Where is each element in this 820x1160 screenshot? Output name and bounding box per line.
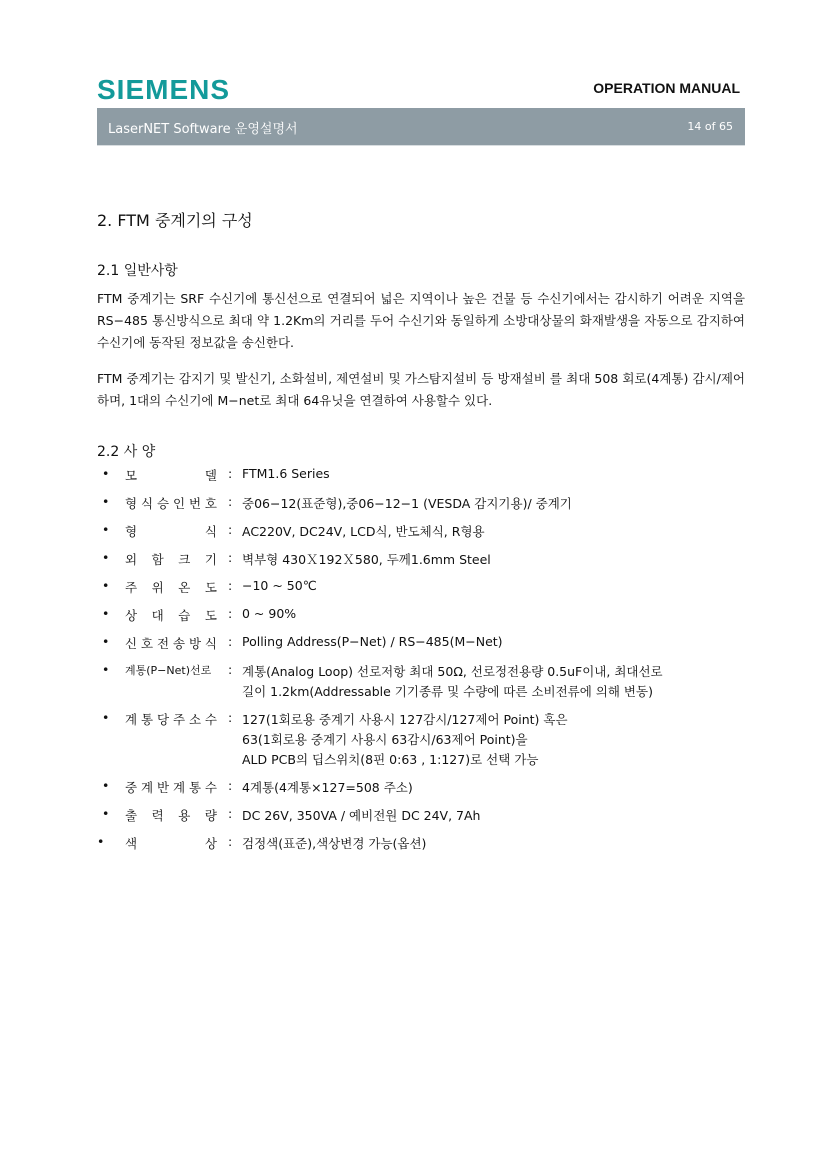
header-banner: [97, 108, 745, 145]
spec-colon: :: [228, 834, 233, 849]
spec-colon: :: [228, 606, 233, 621]
spec-value: [242, 662, 663, 702]
spec-value-line: 계통(Analog Loop) 선로저항 최대 50Ω, 선로정전용량 0.5uF이내, 최대선로: [242, 664, 663, 679]
bullet: •: [102, 806, 110, 821]
page-indicator: 14 of 65: [687, 120, 733, 133]
general-paragraph-2: FTM 중계기는 감지기 및 발신기, 소화설비, 제연설비 및 가스탐지설비 등 방재설비 를 최대 508 회로(4계통) 감시/제어하며, 1대의 수신기에 M−net로 최대 64유닛을 연결하여 사용할수 있다.: [97, 371, 745, 408]
spec-value-line: 중06−12(표준형),중06−12−1 (VESDA 감지기용)/ 중계기: [242, 496, 572, 511]
spec-value: [242, 578, 317, 598]
spec-label: 출 력 용 량: [125, 808, 217, 823]
spec-colon: :: [228, 522, 233, 537]
spec-value: [242, 466, 330, 486]
bullet: •: [102, 522, 110, 537]
subsection-title-specs: 2.2 사 양: [97, 444, 156, 460]
spec-label: 중 계 반 계 통 수: [125, 780, 217, 795]
spec-value: [242, 806, 480, 826]
general-paragraph-1: FTM 중계기는 SRF 수신기에 통신선으로 연결되어 넓은 지역이나 높은 건물 등 수신기에서는 감시하기 어려운 지역을 RS−485 통신방식으로 최대 약 1.2Km의 거리를 두어 수신기와 동일하게 소방대상물의 화재발생을 자동으로 감지하여 수신기에 동작된 정보값을 송신한다.: [97, 291, 745, 350]
spec-value: [242, 494, 572, 514]
spec-label: 형 식: [125, 524, 217, 539]
spec-value-line: DC 26V, 350VA / 예비전원 DC 24V, 7Ah: [242, 808, 481, 823]
manual-title: OPERATION MANUAL: [593, 80, 740, 96]
subsection-title-general: 2.1 일반사항: [97, 263, 178, 279]
spec-value: [242, 834, 426, 854]
bullet: •: [102, 634, 110, 649]
bullet: •: [102, 550, 110, 565]
bullet: •: [102, 578, 110, 593]
spec-colon: :: [228, 634, 233, 649]
spec-label: 색 상: [125, 836, 217, 851]
spec-label: 상 대 습 도: [125, 608, 217, 623]
spec-label: 주 위 온 도: [125, 580, 217, 595]
spec-colon: :: [228, 494, 233, 509]
bullet: •: [102, 662, 110, 677]
bullet: •: [102, 606, 110, 621]
spec-value: [242, 634, 503, 654]
spec-label: 외 함 크 기: [125, 552, 217, 567]
bullet: •: [97, 834, 105, 849]
spec-colon: :: [228, 806, 233, 821]
bullet: •: [102, 494, 110, 509]
spec-value-line: 벽부형 430Ｘ192Ｘ580, 두께1.6mm Steel: [242, 552, 491, 567]
spec-colon: :: [228, 710, 233, 725]
spec-value-line: 0 ~ 90%: [242, 606, 297, 621]
spec-value: [242, 550, 491, 570]
spec-value: [242, 522, 485, 542]
bullet: •: [102, 778, 110, 793]
spec-label: 계통(P−Net)선로: [125, 664, 212, 677]
spec-colon: :: [228, 578, 233, 593]
spec-value: [242, 710, 568, 770]
spec-value-line: Polling Address(P−Net) / RS−485(M−Net): [242, 634, 503, 649]
spec-value-line: FTM1.6 Series: [242, 466, 330, 481]
document-title: LaserNET Software 운영설명서: [108, 122, 298, 137]
spec-label: 모 델: [125, 468, 217, 483]
header-divider: [97, 145, 745, 146]
spec-value-line: 127(1회로용 중계기 사용시 127감시/127제어 Point) 혹은: [242, 712, 568, 727]
spec-value-line: 검정색(표준),색상변경 가능(옵션): [242, 836, 427, 851]
siemens-logo: SIEMENS: [97, 74, 231, 105]
spec-value-line: 63(1회로용 중계기 사용시 63감시/63제어 Point)을: [242, 732, 528, 747]
spec-value-line: ALD PCB의 딥스위치(8핀 0:63 , 1:127)로 선택 가능: [242, 752, 539, 767]
spec-value-line: AC220V, DC24V, LCD식, 반도체식, R형용: [242, 524, 485, 539]
spec-value-line: 4계통(4계통×127=508 주소): [242, 780, 413, 795]
spec-colon: :: [228, 778, 233, 793]
spec-value: [242, 778, 413, 798]
spec-value: [242, 606, 296, 626]
spec-label: 계 통 당 주 소 수: [125, 712, 217, 727]
spec-label: 형 식 승 인 번 호: [125, 496, 217, 511]
spec-value-line: 길이 1.2km(Addressable 기기종류 및 수량에 따른 소비전류에 의해 변동): [242, 684, 653, 699]
spec-colon: :: [228, 466, 233, 481]
spec-label: 신 호 전 송 방 식: [125, 636, 217, 651]
spec-colon: :: [228, 550, 233, 565]
section-title: 2. FTM 중계기의 구성: [97, 211, 253, 230]
bullet: •: [102, 466, 110, 481]
spec-colon: :: [228, 662, 233, 677]
bullet: •: [102, 710, 110, 725]
spec-value-line: −10 ~ 50℃: [242, 578, 317, 593]
